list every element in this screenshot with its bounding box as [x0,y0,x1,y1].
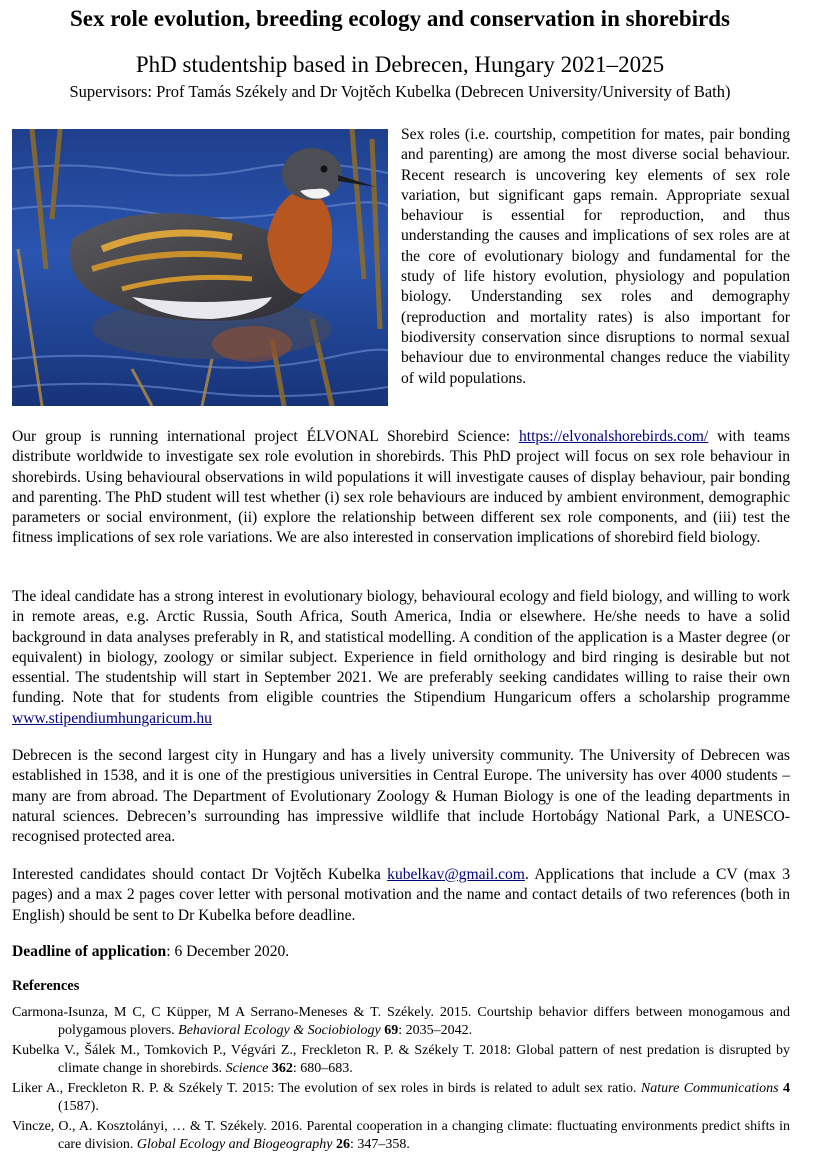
reference-item [12,1080,790,1116]
page-title: Sex role evolution, breeding ecology and conservation in shorebirds [69,6,730,31]
contact-text-start: Interested candidates should contact Dr Vojtěch Kubelka [12,866,388,883]
phalarope-photo [12,129,388,406]
reference-journal: Science [225,1061,269,1076]
reference-item [12,1118,790,1154]
deadline-value: : 6 December 2020. [166,943,290,960]
reference-volume: 69 [384,1023,399,1038]
reference-volume: 362 [271,1061,293,1076]
reference-volume: 26 [336,1137,350,1152]
supervisors-line: Supervisors: Prof Tamás Székely and Dr Vojtěch Kubelka (Debrecen University/University of Bath) [69,82,731,101]
project-text-start: Our group is running international project ÉLVONAL Shorebird Science: [12,428,519,445]
project-text-end: with teams distribute worldwide to investigate sex role evolution in shorebirds. This PhD project will focus on sex role behaviour in shorebirds. Using behavioural observations in wild populations it will investigate causes of display behaviour, pair bonding and parenting. The PhD student will test whether (i) sex role behaviours are induced by ambient environment, demographic parameters or social environment, (ii) explore the relationship between different sex role components, and (iii) test the fitness implications of sex role variations. We are also interested in conservation implications of shorebird field biology. [12,428,790,547]
reference-item [12,1042,790,1078]
reference-pages: : 2035–2042. [398,1023,473,1038]
reference-text: Liker A., Freckleton R. P. & Székely T. 2015: The evolution of sex roles in birds is related to adult sex ratio. [12,1081,641,1096]
references-heading: References [12,978,80,994]
page-subtitle: PhD studentship based in Debrecen, Hungary 2021–2025 [135,52,665,77]
contact-text-end: . Applications that include a CV (max 3 pages) and a max 2 pages cover letter with personal motivation and the name and contact details of two references (both in English) should be sent to Dr Kubelka before deadline. [12,866,790,924]
reference-item [12,1004,790,1040]
reference-text: Vincze, O., A. Kosztolányi, … & T. Székely. 2016. Parental cooperation in a changing climate: fluctuating environments predict shifts in care division. [12,1119,790,1152]
intro-paragraph: Sex roles (i.e. courtship, competition for mates, pair bonding and parenting) are among the most diverse social behaviour. Recent research is uncovering key elements of sex role variation, but significant gaps remain. Appropriate sexual behaviour is essential for reproduction, and thus understanding the causes and implications of sex roles are at the core of evolutionary biology and fundamental for the study of life history evolution, physiology and population biology. Understanding sex roles and demography (reproduction and mortality rates) is also important for biodiversity conservation since disruptions to normal sexual behaviour due to environmental changes reduce the viability of wild populations. [401,126,790,387]
candidate-text: The ideal candidate has a strong interest in evolutionary biology, behavioural ecology and field biology, and willing to work in remote areas, e.g. Arctic Russia, South Africa, South America, India or elsewhere. He/she needs to have a solid background in data analyses preferably in R, and statistical modelling. A condition of the application is a Master degree (or equivalent) in biology, zoology or similar subject. Experience in field ornithology and bird ringing is desirable but not essential. The studentship will start in September 2021. We are preferably seeking candidates willing to raise their own funding. Note that for students from eligible countries the Stipendium Hungaricum offers a scholarship programme [12,588,790,707]
stipendium-link[interactable]: www.stipendiumhungaricum.hu [12,709,212,727]
email-link[interactable]: kubelkav@gmail.com [387,866,525,883]
contact-paragraph [12,865,790,926]
reference-pages: : 680–683. [292,1061,353,1076]
references-list [12,1004,790,1156]
reference-text: Carmona-Isunza, M C, C Küpper, M A Serrano-Meneses & T. Székely. 2015. Courtship behavior differs between monogamous and polygamous plovers. [12,1005,790,1038]
reference-text: Kubelka V., Šálek M., Tomkovich P., Végvári Z., Freckleton R. P. & Székely T. 2018: Global pattern of nest predation is disrupted by climate change in shorebirds. [12,1043,790,1076]
reference-volume: 4 [783,1081,791,1096]
elvonal-link[interactable]: https://elvonalshorebirds.com/ [518,428,709,445]
reference-pages: (1587). [58,1099,99,1114]
reference-journal: Nature Communications [640,1081,779,1096]
debrecen-paragraph: Debrecen is the second largest city in Hungary and has a lively university community. The University of Debrecen was established in 1538, and it is one of the prestigious universities in Central Europe. The university has over 4000 students – many are from abroad. The Department of Evolutionary Zoology & Human Biology is one of the leading departments in natural sciences. Debrecen’s surrounding has impressive wildlife that include Hortobágy National Park, a UNESCO-recognised protected area. [12,747,790,846]
reference-pages: : 347–358. [350,1137,410,1152]
deadline-label: Deadline of application [12,943,167,960]
project-paragraph [12,427,790,549]
reference-journal: Behavioral Ecology & Sociobiology [178,1023,381,1038]
candidate-paragraph [12,587,790,729]
reference-journal: Global Ecology and Biogeography [136,1137,333,1152]
deadline-line [12,942,790,962]
